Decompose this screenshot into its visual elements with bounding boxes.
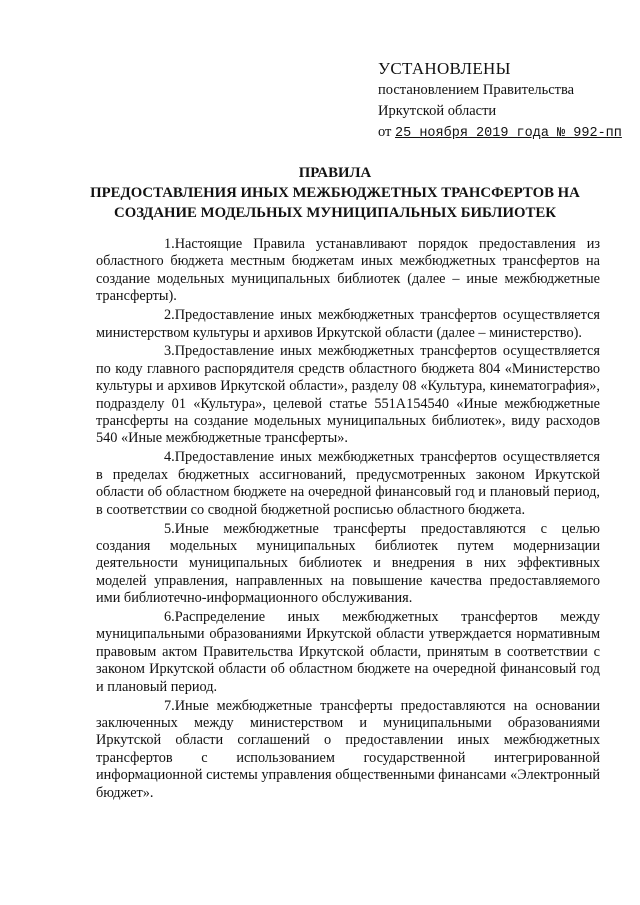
- paragraph-3: [96, 343, 600, 447]
- paragraph-2: [96, 307, 600, 342]
- document-body: [96, 236, 600, 804]
- title-line-1: ПРАВИЛА: [298, 165, 372, 181]
- paragraph-text: Предоставление иных межбюджетных трансфертов осуществляется по коду главного распорядителя средств областного бюджета 804 «Министерство культуры и архивов Иркутской области», разделу 08 «Культура, кинематография», подразделу 01 «Культура», целевой статье 551A154540 «Иные межбюджетные трансферты на создание модельных муниципальных библиотек», виду расходов 540 «Иные межбюджетные трансферты».: [96, 343, 600, 447]
- approval-date-prefix: от: [378, 124, 392, 140]
- paragraph-4: [96, 449, 600, 519]
- paragraph-text: Предоставление иных межбюджетных трансфертов осуществляется в пределах бюджетных ассигнований, предусмотренных законом Иркутской области об областном бюджете на очередной финансовый год и плановый период, в соответствии со сводной бюджетной росписью областного бюджета.: [96, 449, 600, 518]
- paragraph-number: 1.: [164, 236, 175, 252]
- approval-heading: УСТАНОВЛЕНЫ: [378, 59, 511, 78]
- paragraph-1: [96, 236, 600, 306]
- approval-date-value: 25 ноября 2019 года № 992-пп: [395, 126, 622, 141]
- paragraph-text: Настоящие Правила устанавливают порядок предоставления из областного бюджета местным бюджетам иных межбюджетных трансфертов на создание модельных муниципальных библиотек (далее – иные межбюджетные трансферты).: [96, 236, 600, 305]
- paragraph-text: Предоставление иных межбюджетных трансфертов осуществляется министерством культуры и архивов Иркутской области (далее – министерство).: [96, 307, 600, 341]
- paragraph-number: 3.: [164, 343, 175, 360]
- title-line-3: СОЗДАНИЕ МОДЕЛЬНЫХ МУНИЦИПАЛЬНЫХ БИБЛИОТЕК: [114, 205, 556, 221]
- paragraph-number: 4.: [164, 449, 175, 466]
- document-title: [70, 163, 600, 223]
- approval-line-1: постановлением Правительства: [378, 82, 575, 98]
- paragraph-text: Иные межбюджетные трансферты предоставляются с целью создания модельных муниципальных библиотек путем модернизации деятельности муниципальных библиотек и внедрения в них эффективных моделей управления, направленных на повышение качества предоставляемого ими библиотечно-информационного обслуживания.: [96, 520, 600, 607]
- paragraph-number: 7.: [164, 697, 175, 714]
- paragraph-number: 2.: [164, 307, 175, 324]
- approval-stamp: [378, 58, 628, 144]
- title-line-2: ПРЕДОСТАВЛЕНИЯ ИНЫХ МЕЖБЮДЖЕТНЫХ ТРАНСФЕРТОВ НА: [90, 185, 580, 201]
- paragraph-text: Иные межбюджетные трансферты предоставляются на основании заключенных между министерством и муниципальными образованиями Иркутской области соглашений о предоставлении иных межбюджетных трансфертов с использованием государственной интегрированной информационной системы управления общественными финансами «Электронный бюджет».: [96, 697, 600, 801]
- paragraph-number: 5.: [164, 520, 175, 537]
- paragraph-7: [96, 698, 600, 802]
- approval-line-2: Иркутской области: [378, 103, 497, 119]
- approval-date-line: [378, 122, 628, 144]
- paragraph-number: 6.: [164, 609, 175, 626]
- paragraph-text: Распределение иных межбюджетных трансфертов между муниципальными образованиями Иркутской области утверждается нормативным правовым актом Правительства Иркутской области, принятым в соответствии с законом Иркутской области об областном бюджете на очередной финансовый год и плановый период.: [96, 609, 600, 695]
- paragraph-6: [96, 609, 600, 696]
- paragraph-5: [96, 521, 600, 608]
